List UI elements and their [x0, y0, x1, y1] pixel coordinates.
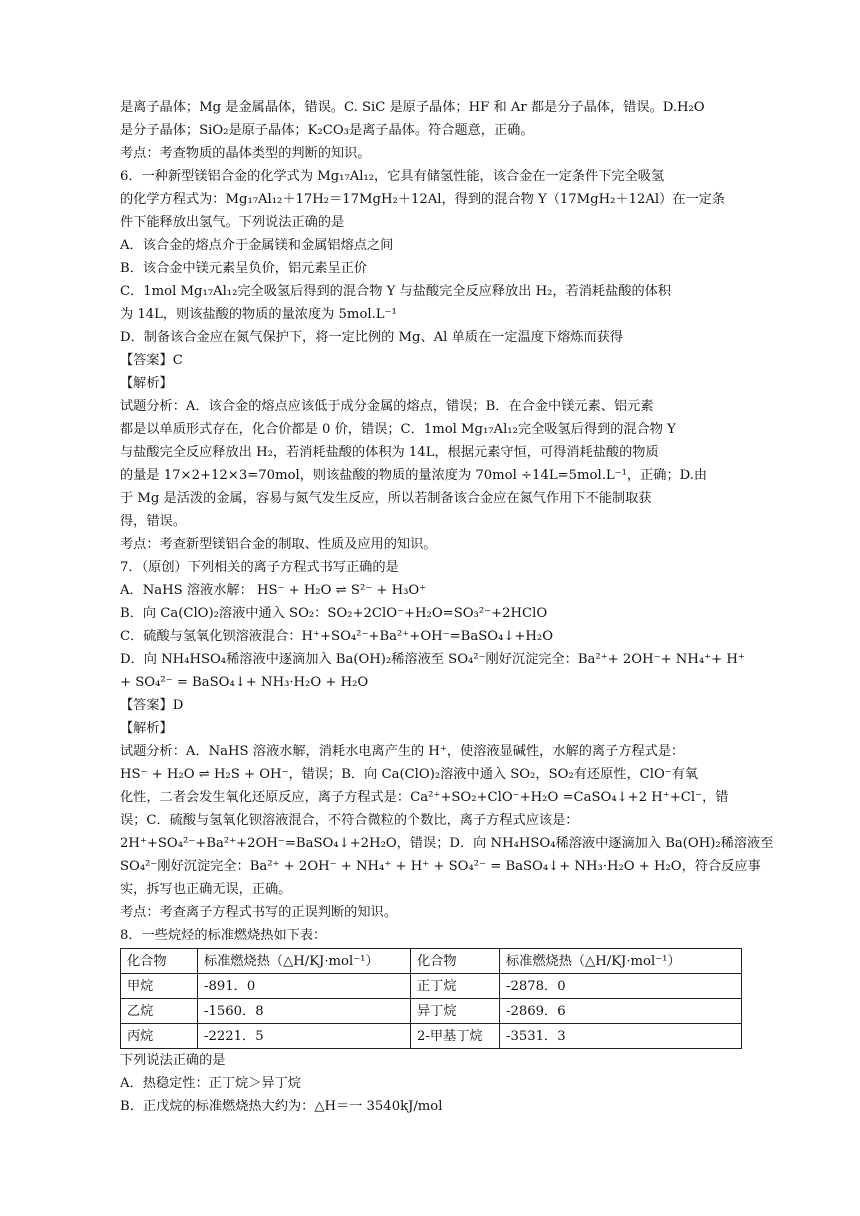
text-line: 化性，二者会发生氧化还原反应，离子方程式是：Ca²⁺+SO₂+ClO⁻+H₂O =CaSO₄↓+2 H⁺+Cl⁻，错 [120, 790, 729, 805]
text-line: SO₄²⁻刚好沉淀完全：Ba²⁺ + 2OH⁻ + NH₄⁺ + H⁺ + SO₄²⁻ = BaSO₄↓+ NH₃·H₂O + H₂O，符合反应事 [120, 859, 761, 874]
text-line: B．该合金中镁元素呈负价，铝元素呈正价 [120, 261, 368, 276]
text-line: C．硫酸与氢氧化钡溶液混合：H⁺+SO₄²⁻+Ba²⁺+OH⁻=BaSO₄↓+H₂O [120, 629, 554, 644]
text-line: 实，拆写也正确无误，正确。 [120, 882, 292, 897]
text-line: 2H⁺+SO₄²⁻+Ba²⁺+2OH⁻=BaSO₄↓+2H₂O，错误；D．向 NH₄HSO₄稀溶液中逐滴加入 Ba(OH)₂稀溶液至 [120, 836, 774, 851]
text-line: A．该合金的熔点介于金属镁和金属铝熔点之间 [120, 238, 394, 253]
text-line: 试题分析：A．该合金的熔点应该低于成分金属的熔点，错误；B．在合金中镁元素、铝元素 [120, 399, 654, 414]
table-row [121, 974, 742, 999]
document-page [120, 96, 774, 1118]
table-cell: -891．0 [198, 974, 411, 999]
table-cell: 2-甲基丁烷 [411, 1024, 500, 1049]
text-line: 的化学方程式为：Mg₁₇Al₁₂＋17H₂＝17MgH₂＋12Al，得到的混合物 Y（17MgH₂＋12Al）在一定条 [120, 192, 726, 207]
text-line: 件下能释放出氢气。下列说法正确的是 [120, 215, 345, 230]
table-cell: 正丁烷 [411, 974, 500, 999]
text-line: 得，错误。 [120, 514, 186, 529]
text-line: 为 14L，则该盐酸的物质的量浓度为 5mol.L⁻¹ [120, 307, 397, 322]
text-line: 与盐酸完全反应释放出 H₂，若消耗盐酸的体积为 14L，根据元素守恒，可得消耗盐酸的物质 [120, 445, 659, 460]
text-line: 是分子晶体；SiO₂是原子晶体；K₂CO₃是离子晶体。符合题意，正确。 [120, 123, 534, 138]
text-line: C．1mol Mg₁₇Al₁₂完全吸氢后得到的混合物 Y 与盐酸完全反应释放出 H₂，若消耗盐酸的体积 [120, 284, 672, 299]
text-line: 【解析】 [120, 721, 173, 736]
text-line: 【答案】D [120, 698, 184, 713]
text-line: B．向 Ca(ClO)₂溶液中通入 SO₂：SO₂+2ClO⁻+H₂O=SO₃²⁻+2HClO [120, 606, 548, 621]
text-line: 于 Mg 是活泼的金属，容易与氮气发生反应，所以若制备该合金应在氮气作用下不能制取获 [120, 491, 652, 506]
table-header-cell: 化合物 [121, 949, 198, 974]
text-line: 【答案】C [120, 353, 183, 368]
combustion-heat-table [120, 948, 742, 1049]
table-row [121, 999, 742, 1024]
text-line: HS⁻ + H₂O ⇌ H₂S + OH⁻，错误；B．向 Ca(ClO)₂溶液中通入 SO₂，SO₂有还原性，ClO⁻有氧 [120, 767, 699, 782]
table-cell: -1560．8 [198, 999, 411, 1024]
table-header-cell: 化合物 [411, 949, 500, 974]
text-line: A．热稳定性：正丁烷＞异丁烷 [120, 1076, 301, 1091]
text-line: A．NaHS 溶液水解： HS⁻ + H₂O ⇌ S²⁻ + H₃O⁺ [120, 583, 427, 598]
text-line: 都是以单质形式存在，化合价都是 0 价，错误；C．1mol Mg₁₇Al₁₂完全吸氢后得到的混合物 Y [120, 422, 676, 437]
text-line: 6．一种新型镁铝合金的化学式为 Mg₁₇Al₁₂，它具有储氢性能，该合金在一定条件下完全吸氢 [120, 169, 665, 184]
text-line: B．正戊烷的标准燃烧热大约为：△H＝一 3540kJ/mol [120, 1099, 443, 1114]
table-cell: 丙烷 [121, 1024, 198, 1049]
table-cell: -3531．3 [500, 1024, 742, 1049]
text-line: 试题分析：A．NaHS 溶液水解，消耗水电离产生的 H⁺，使溶液显碱性，水解的离子方程式是： [120, 744, 685, 759]
text-line: 8．一些烷烃的标准燃烧热如下表： [120, 928, 327, 943]
table-row [121, 1024, 742, 1049]
text-line: 下列说法正确的是 [120, 1053, 226, 1068]
text-line: 7．（原创）下列相关的离子方程式书写正确的是 [120, 560, 399, 575]
table-cell: 异丁烷 [411, 999, 500, 1024]
table-cell: -2878．0 [500, 974, 742, 999]
text-line: 是离子晶体；Mg 是金属晶体，错误。C. SiC 是原子晶体；HF 和 Ar 都是分子晶体，错误。D.H₂O [120, 100, 705, 115]
text-line: D．向 NH₄HSO₄稀溶液中逐滴加入 Ba(OH)₂稀溶液至 SO₄²⁻刚好沉淀完全：Ba²⁺+ 2OH⁻+ NH₄⁺+ H⁺ [120, 652, 745, 667]
text-line: 误；C．硫酸与氢氧化钡溶液混合，不符合微粒的个数比，离子方程式应该是： [120, 813, 579, 828]
text-line: 的量是 17×2+12×3=70mol，则该盐酸的物质的量浓度为 70mol ÷14L=5mol.L⁻¹，正确；D.由 [120, 468, 708, 483]
body-text-bottom [120, 1049, 742, 1118]
text-line: 考点：考查新型镁铝合金的制取、性质及应用的知识。 [120, 537, 437, 552]
table-cell: 乙烷 [121, 999, 198, 1024]
table-cell: 甲烷 [121, 974, 198, 999]
body-text-top [120, 96, 774, 947]
text-line: 考点：考查离子方程式书写的正误判断的知识。 [120, 905, 397, 920]
text-line: D．制备该合金应在氮气保护下，将一定比例的 Mg、Al 单质在一定温度下熔炼而获得 [120, 330, 624, 345]
table-cell: -2869．6 [500, 999, 742, 1024]
table-header-cell: 标准燃烧热（△H/KJ·mol⁻¹） [198, 949, 411, 974]
table-cell: -2221．5 [198, 1024, 411, 1049]
text-line: 【解析】 [120, 376, 173, 391]
text-line: 考点：考查物质的晶体类型的判断的知识。 [120, 146, 371, 161]
text-line: + SO₄²⁻ = BaSO₄↓+ NH₃·H₂O + H₂O [120, 675, 369, 690]
table-header-cell: 标准燃烧热（△H/KJ·mol⁻¹） [500, 949, 742, 974]
table-header-row [121, 949, 742, 974]
